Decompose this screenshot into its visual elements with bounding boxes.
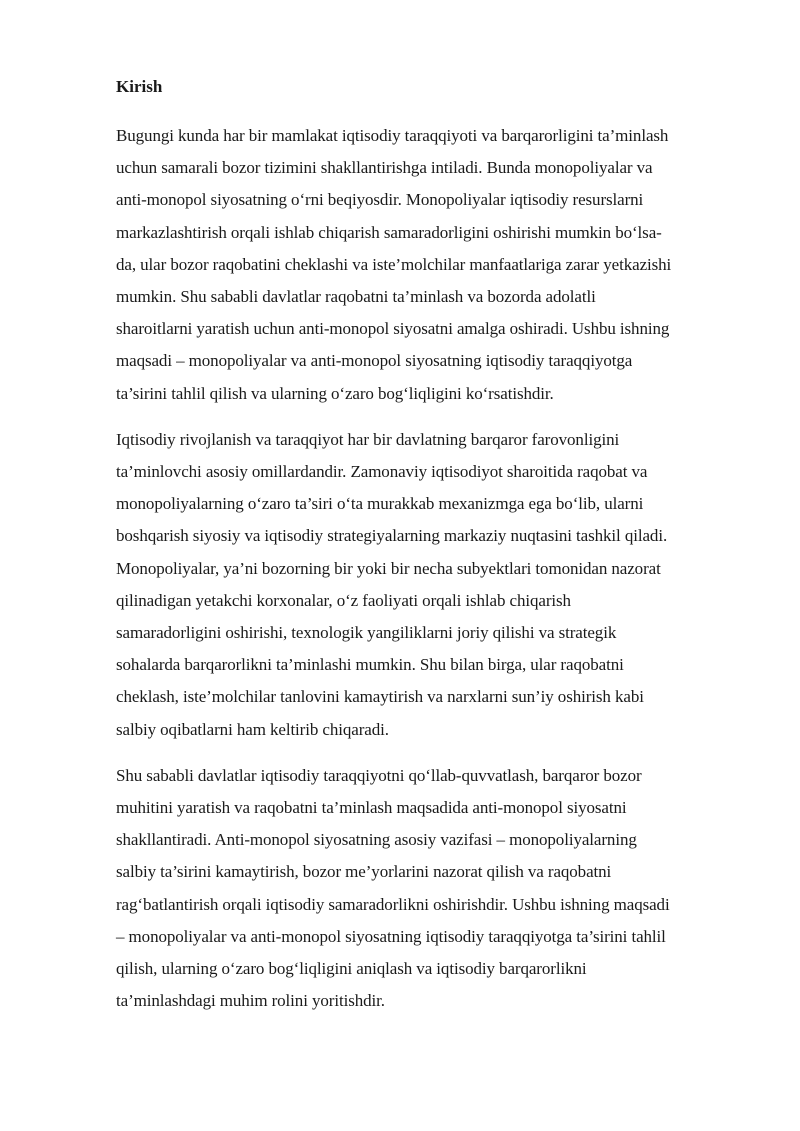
paragraph-line: sohalarda barqarorlikni ta’minlashi mumkin. Shu bilan birga, ular raqobatni <box>116 655 624 675</box>
paragraph-line: mumkin. Shu sababli davlatlar raqobatni ta’minlash va bozorda adolatli <box>116 287 596 307</box>
paragraph-line: qilinadigan yetakchi korxonalar, o‘z faoliyati orqali ishlab chiqarish <box>116 590 571 610</box>
document-content <box>116 75 746 1031</box>
paragraph-line: da, ular bozor raqobatini cheklashi va iste’molchilar manfaatlariga zarar yetkazishi <box>116 254 672 274</box>
paragraph-line: cheklash, iste’molchilar tanlovini kamaytirish va narxlarni sun’iy oshirish kabi <box>116 687 644 707</box>
paragraph-line: rag‘batlantirish orqali iqtisodiy samaradorlikni oshirishdir. Ushbu ishning maqsadi <box>116 894 670 914</box>
paragraph-line: Monopoliyalar, ya’ni bozorning bir yoki bir necha subyektlari tomonidan nazorat <box>116 558 661 578</box>
paragraph-line: shakllantiradi. Anti-monopol siyosatning asosiy vazifasi – monopoliyalarning <box>116 830 637 850</box>
paragraph-line: salbiy oqibatlarni ham keltirib chiqaradi. <box>116 719 389 739</box>
paragraph-line: anti-monopol siyosatning o‘rni beqiyosdir. Monopoliyalar iqtisodiy resurslarni <box>116 190 644 210</box>
paragraph-2 <box>116 424 746 746</box>
paragraph-line: qilish, ularning o‘zaro bog‘liqligini aniqlash va iqtisodiy barqarorlikni <box>116 959 587 979</box>
paragraph-1 <box>116 120 746 410</box>
paragraph-line: boshqarish siyosiy va iqtisodiy strategiyalarning markaziy nuqtasini tashkil qiladi. <box>116 526 668 546</box>
paragraph-line: – monopoliyalar va anti-monopol siyosatning iqtisodiy taraqqiyotga ta’sirini tahlil <box>116 926 666 946</box>
paragraph-line: salbiy ta’sirini kamaytirish, bozor me’yorlarini nazorat qilish va raqobatni <box>116 862 612 882</box>
paragraph-line: Shu sababli davlatlar iqtisodiy taraqqiyotni qo‘llab-quvvatlash, barqaror bozor <box>116 765 642 785</box>
paragraph-line: Bugungi kunda har bir mamlakat iqtisodiy taraqqiyoti va barqarorligini ta’minlash <box>116 126 669 145</box>
paragraph-3 <box>116 760 746 1018</box>
paragraph-line: muhitini yaratish va raqobatni ta’minlash maqsadida anti-monopol siyosatni <box>116 798 627 818</box>
paragraph-line: ta’minlovchi asosiy omillardandir. Zamonaviy iqtisodiyot sharoitida raqobat va <box>116 462 648 482</box>
paragraph-line: monopoliyalarning o‘zaro ta’siri o‘ta murakkab mexanizmga ega bo‘lib, ularni <box>116 494 644 514</box>
paragraph-line: Iqtisodiy rivojlanish va taraqqiyot har bir davlatning barqaror farovonligini <box>116 429 620 449</box>
paragraph-line: samaradorligini oshirishi, texnologik yangiliklarni joriy qilishi va strategik <box>116 623 617 643</box>
paragraph-line: uchun samarali bozor tizimini shakllantirishga intiladi. Bunda monopoliyalar va <box>116 158 653 178</box>
section-heading: Kirish <box>116 77 163 96</box>
paragraph-line: ta’minlashdagi muhim rolini yoritishdir. <box>116 991 385 1011</box>
paragraph-line: markazlashtirish orqali ishlab chiqarish samaradorligini oshirishi mumkin bo‘lsa- <box>116 222 662 242</box>
paragraph-line: ta’sirini tahlil qilish va ularning o‘zaro bog‘liqligini ko‘rsatishdir. <box>116 383 554 403</box>
paragraph-line: maqsadi – monopoliyalar va anti-monopol siyosatning iqtisodiy taraqqiyotga <box>116 351 633 371</box>
paragraph-line: sharoitlarni yaratish uchun anti-monopol siyosatni amalga oshiradi. Ushbu ishning <box>116 319 670 339</box>
